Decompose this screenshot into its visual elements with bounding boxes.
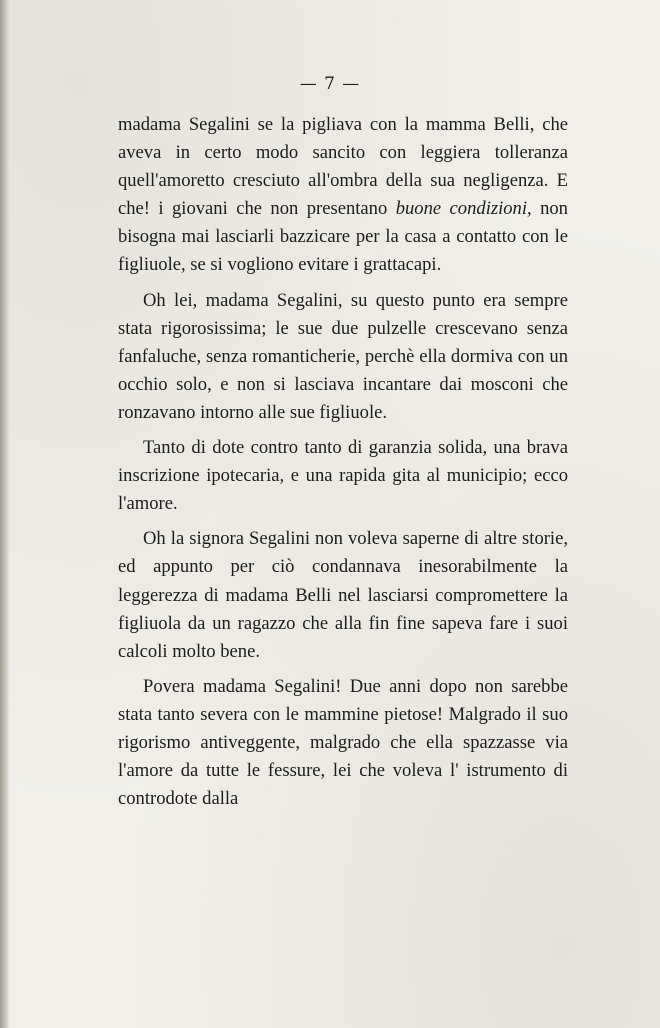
paragraph-5: Povera madama Segalini! Due anni dopo non sarebbe stata tanto severa con le mammine pietose! Malgrado il suo rigorismo antiveggente, malgrado che ella spazzasse via l'amore da tutte le fessure, lei che voleva l' istrumento di controdote dalla bbox=[118, 675, 568, 810]
paragraph-2: Oh lei, madama Segalini, su questo punto era sempre stata rigorosissima; le sue due pulzelle crescevano senza fanfaluche, senza romanticherie, perchè ella dormiva con un occhio solo, e non si lasciava incantare dai mosconi che ronzavano intorno alle sue figliuole. bbox=[118, 289, 568, 423]
paragraph-1 bbox=[118, 111, 568, 280]
paragraph-1-text-start: madama Segalini se la pigliava con la mamma Belli, che aveva in certo modo sancito con leggiera tolleranza quell'amoretto cresciuto all'ombra della sua negligenza. E che! i giovani che non presentano bbox=[118, 114, 568, 220]
body-text bbox=[118, 111, 568, 813]
page-number: — 7 — bbox=[299, 74, 361, 94]
paragraph-3: Tanto di dote contro tanto di garanzia solida, una brava inscrizione ipotecaria, e una rapida gita al municipio; ecco l'amore. bbox=[118, 437, 568, 515]
paragraph-1-text-end: non bisogna mai lasciarli bazzicare per la casa a contatto con le figliuole, se si vogliono evitare i grattacapi. bbox=[118, 198, 568, 276]
paragraph-1-italic: buone condizioni, bbox=[395, 198, 532, 220]
page-spine-shadow bbox=[0, 0, 10, 1028]
paragraph-4: Oh la signora Segalini non voleva saperne di altre storie, ed appunto per ciò condannava inesorabilmente la leggerezza di madama Belli nel lasciarsi compromettere la figliuola da un ragazzo che alla fin fine sapeva fare i suoi calcoli molto bene. bbox=[118, 528, 568, 662]
